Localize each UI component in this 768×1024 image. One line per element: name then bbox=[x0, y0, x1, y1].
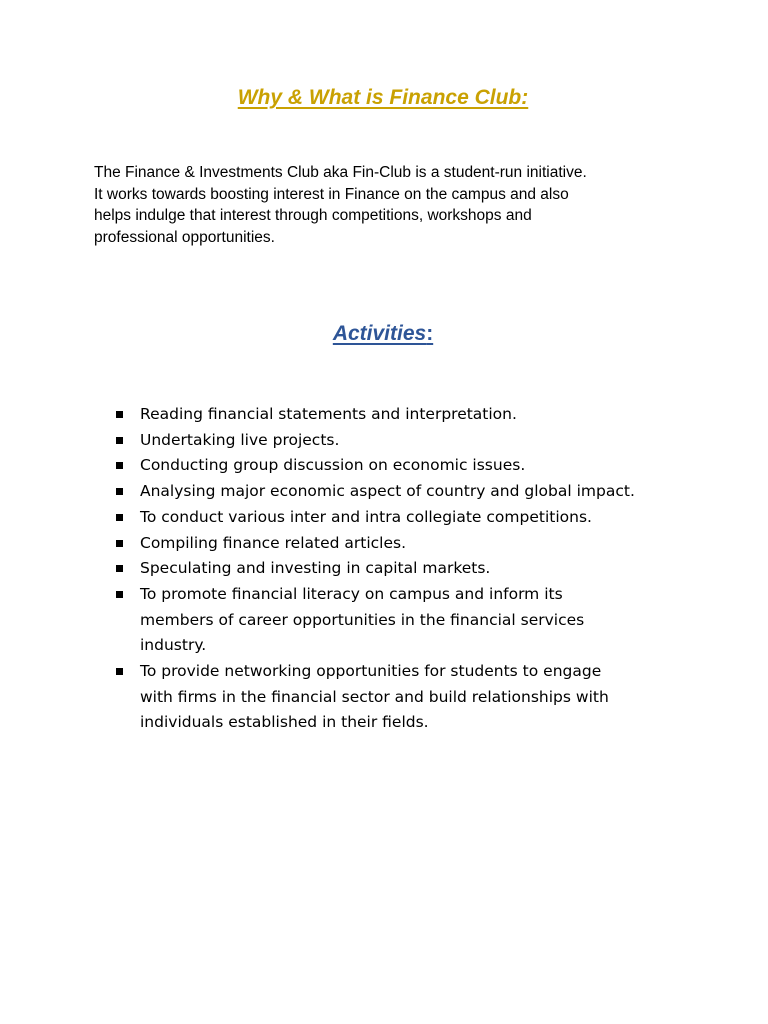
list-item-text: To conduct various inter and intra collegiate competitions. bbox=[140, 507, 592, 526]
list-item bbox=[116, 659, 696, 736]
square-bullet-icon bbox=[116, 514, 123, 521]
square-bullet-icon bbox=[116, 411, 123, 418]
square-bullet-icon bbox=[116, 540, 123, 547]
list-item-text: Conducting group discussion on economic issues. bbox=[140, 456, 526, 475]
intro-paragraph bbox=[94, 162, 684, 248]
activities-heading-word: Activities bbox=[332, 322, 427, 345]
intro-line: It works towards boosting interest in Finance on the campus and also bbox=[94, 185, 569, 203]
list-item-text: with firms in the financial sector and build relationships with bbox=[140, 687, 609, 706]
page-title: Why & What is Finance Club: bbox=[237, 86, 529, 109]
intro-line: The Finance & Investments Club aka Fin-Club is a student-run initiative. bbox=[94, 164, 587, 181]
square-bullet-icon bbox=[116, 488, 123, 495]
list-item-text: Undertaking live projects. bbox=[140, 430, 340, 449]
list-item bbox=[116, 505, 696, 531]
list-item-text: Reading financial statements and interpretation. bbox=[140, 405, 517, 423]
list-item bbox=[116, 428, 696, 454]
list-item bbox=[116, 402, 696, 428]
square-bullet-icon bbox=[116, 668, 123, 675]
square-bullet-icon bbox=[116, 462, 123, 469]
intro-line: professional opportunities. bbox=[94, 228, 275, 246]
square-bullet-icon bbox=[116, 565, 123, 572]
list-item bbox=[116, 556, 696, 582]
activities-heading bbox=[0, 322, 766, 346]
intro-line: helps indulge that interest through competitions, workshops and bbox=[94, 207, 532, 224]
square-bullet-icon bbox=[116, 591, 123, 598]
list-item bbox=[116, 531, 696, 557]
list-item-text: Compiling finance related articles. bbox=[140, 533, 407, 552]
list-item-text: industry. bbox=[140, 636, 207, 655]
list-item-text: Speculating and investing in capital markets. bbox=[140, 559, 491, 578]
list-item-text: members of career opportunities in the financial services bbox=[140, 610, 585, 629]
list-item bbox=[116, 453, 696, 479]
activities-list bbox=[116, 402, 696, 736]
list-item-text: individuals established in their fields. bbox=[140, 713, 429, 732]
list-item-text: To provide networking opportunities for students to engage bbox=[140, 662, 602, 681]
square-bullet-icon bbox=[116, 437, 123, 444]
list-item bbox=[116, 582, 696, 659]
list-item bbox=[116, 479, 696, 505]
list-item-text: Analysing major economic aspect of country and global impact. bbox=[140, 482, 635, 501]
activities-heading-colon: : bbox=[426, 322, 434, 345]
list-item-text: To promote financial literacy on campus and inform its bbox=[140, 584, 563, 603]
